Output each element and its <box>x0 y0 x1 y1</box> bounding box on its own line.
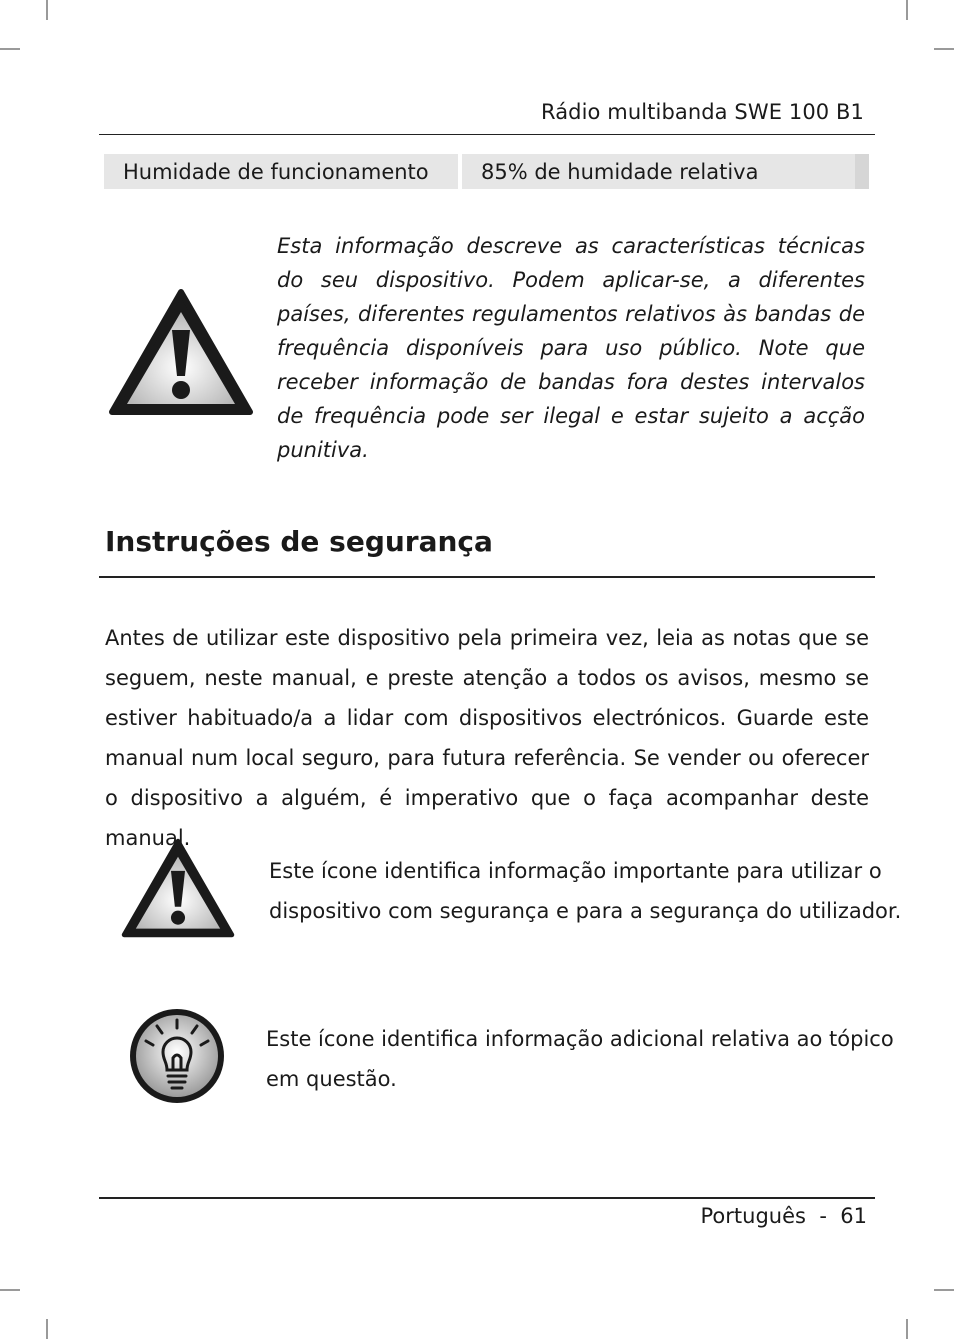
warning-note-text: Esta informação descreve as características técnicas do seu dispositivo. Podem aplicar-se, a diferentes países, diferentes regulamentos relativos às bandas de frequência disponíveis para uso público. Note que receber informação de bandas fora destes intervalos de frequência pode ser ilegal e estar sujeito a acção punitiva. <box>277 234 865 462</box>
crop-mark <box>906 0 908 20</box>
crop-mark <box>0 1289 20 1291</box>
warning-triangle-icon <box>121 838 235 938</box>
warning-triangle-icon <box>108 288 254 416</box>
lightbulb-icon <box>127 1006 227 1106</box>
crop-mark <box>934 48 954 50</box>
crop-mark <box>934 1289 954 1291</box>
footer-rule <box>99 1197 875 1199</box>
legend-warning-text: Este ícone identifica informação importante para utilizar o dispositivo com segurança e para a segurança do utilizador. <box>269 859 902 923</box>
header-title: Rádio multibanda SWE 100 B1 <box>540 100 864 124</box>
spec-value: 85% de humidade relativa <box>462 154 869 189</box>
page-number: 61 <box>840 1204 867 1228</box>
section-intro: Antes de utilizar este dispositivo pela primeira vez, leia as notas que se seguem, neste manual, e preste atenção a todos os avisos, mesmo se estiver habituado/a a lidar com dispositivos electrónicos. Guarde este manual num local seguro, para futura referência. Se vender ou oferecer o dispositivo a alguém, é imperativo que o faça acompanhar deste manual. <box>105 626 869 850</box>
legend-tip-text: Este ícone identifica informação adicional relativa ao tópico em questão. <box>266 1027 894 1091</box>
footer <box>600 1204 867 1228</box>
section-rule <box>99 576 875 578</box>
crop-mark <box>46 1319 48 1339</box>
footer-language: Português <box>700 1204 806 1228</box>
spec-label: Humidade de funcionamento <box>104 154 462 189</box>
footer-separator: - <box>819 1204 827 1228</box>
header-rule <box>99 134 875 135</box>
crop-mark <box>46 0 48 20</box>
spec-table-row <box>104 154 869 189</box>
crop-mark <box>0 48 20 50</box>
crop-mark <box>906 1319 908 1339</box>
section-title: Instruções de segurança <box>105 525 493 558</box>
